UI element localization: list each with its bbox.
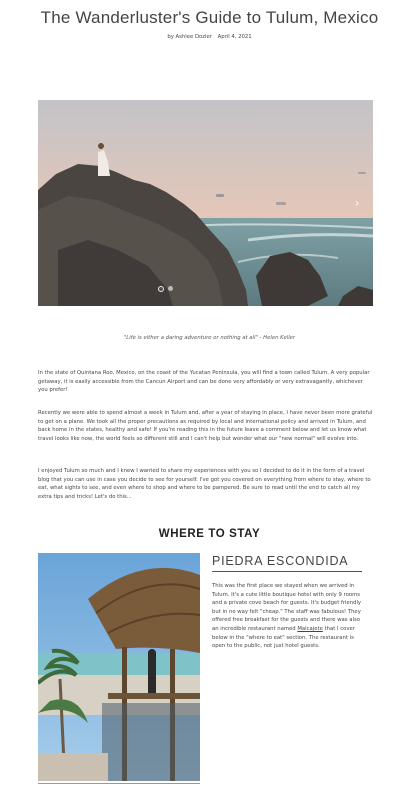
byline — [0, 34, 419, 40]
intro-paragraph: In the state of Quintana Roo, Mexico, on the coast of the Yucatan Peninsula, you will find a town called Tulum. A very popular getaway, it is easily accessible from the Cancun Airport and can be done very affordably or very extravagantly, whichever you prefer! — [38, 370, 370, 394]
trip-paragraph: Recently we were able to spend almost a week in Tulum and, after a year of staying in place, I have never been more grateful to get on a plane. We took all the proper precautions as required by local and international policy and arrived in Tulum, and back home in the states, healthy and safe! If you're reading this in the future leave a comment below and let us know what travel looks like now, the world feels so different still and I can't help but wonder what our "new normal" will evolve into. — [38, 410, 373, 442]
restaurant-link[interactable]: Malcajete — [297, 625, 323, 632]
post-date: April 4, 2021 — [217, 34, 252, 40]
slide-dot-2[interactable] — [168, 286, 173, 291]
hotel-description — [212, 582, 368, 651]
slide-dot-1[interactable] — [158, 286, 164, 292]
hotel-image — [38, 553, 200, 781]
hero-slideshow[interactable] — [38, 100, 373, 306]
hotel-desc-part-1: This was the first place we stayed when we arrived in Tulum. It's a cute little boutique hotel with only 9 rooms and a private cove beach for guests. It's budget friendly but in no way felt "cheap." The staff was fabulous! They offered free breakfast for the guests and there was also an incredible restaurant named — [212, 583, 362, 632]
page-title: The Wanderluster's Guide to Tulum, Mexico — [40, 8, 379, 27]
hero-image — [38, 100, 373, 306]
blog-paragraph: I enjoyed Tulum so much and I knew I wanted to share my experiences with you so I decided to do it in the form of a travel blog that you can use in case you decide to see for yourself. I've got you covered on everything from where to stay, where to eat, what sights to see, and even where to shop and where to be pampered. Be sure to read until the end to catch all my extra tips and tricks! Let's do this... — [38, 468, 371, 500]
author-link[interactable]: by Ashlee Dozier — [167, 34, 212, 40]
chevron-right-icon[interactable]: › — [354, 196, 360, 210]
section-heading: WHERE TO STAY — [158, 528, 261, 540]
hotel-name: PIEDRA ESCONDIDA — [212, 554, 349, 568]
hotel-name-underline — [212, 571, 362, 572]
slide-dots — [158, 286, 173, 292]
quote: "Life is either a daring adventure or nothing at all" - Helen Keller — [123, 335, 296, 341]
hotel-photo — [38, 553, 200, 781]
hotel-desc-part-2: that I cover below in the "where to eat" section. The restaurant is open to the public, not just hotel guests. — [212, 625, 355, 650]
photo-divider — [38, 783, 200, 784]
